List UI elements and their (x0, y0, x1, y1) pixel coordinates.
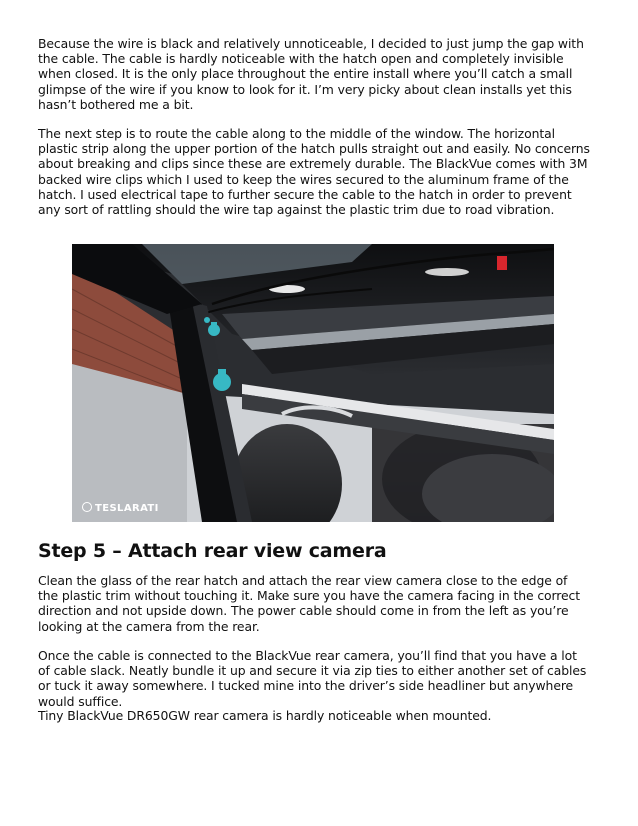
teslarati-logo-icon (82, 502, 92, 512)
intro-paragraph-2: The next step is to route the cable along to the middle of the window. The horizontal plastic strip along the upper portion of the hatch pulls straight out and easily. No concerns about breaking and clips since these are extremely durable. The BlackVue comes with 3M backed wire clips which I used to keep the wires secured to the aluminum frame of the hatch. I used electrical tape to further secure the cable to the hatch in order to prevent any sort of rattling should the wire tap against the plastic trim due to road vibration. (38, 126, 590, 218)
photo-illustration (72, 244, 554, 522)
step-5-paragraph-2: Once the cable is connected to the BlackVue rear camera, you’ll find that you have a lot of cable slack. Neatly bundle it up and secure it via zip ties to either another set of cables or tuck it away somewhere. I tucked mine into the driver’s side headliner but anywhere would suffice. (38, 648, 587, 709)
photo-caption: Tiny BlackVue DR650GW rear camera is hardly noticeable when mounted. (38, 708, 492, 723)
step-5-heading: Step 5 – Attach rear view camera (38, 540, 387, 562)
intro-paragraph-1: Because the wire is black and relatively unnoticeable, I decided to just jump the gap with the cable. The cable is hardly noticeable with the hatch open and completely invisible when closed. It is the only place throughout the entire install where you’ll catch a small glimpse of the wire if you know to look for it. I’m very picky about clean installs yet this hasn’t bothered me a bit. (38, 36, 584, 112)
step-5-paragraph-1: Clean the glass of the rear hatch and attach the rear view camera close to the edge of the plastic trim without touching it. Make sure you have the camera facing in the correct direction and not upside down. The power cable should come in from the left as you’re looking at the camera from the rear. (38, 573, 581, 634)
hatch-interior-photo (72, 244, 554, 522)
watermark-text: TESLARATI (95, 503, 159, 514)
teslarati-watermark (82, 502, 159, 514)
